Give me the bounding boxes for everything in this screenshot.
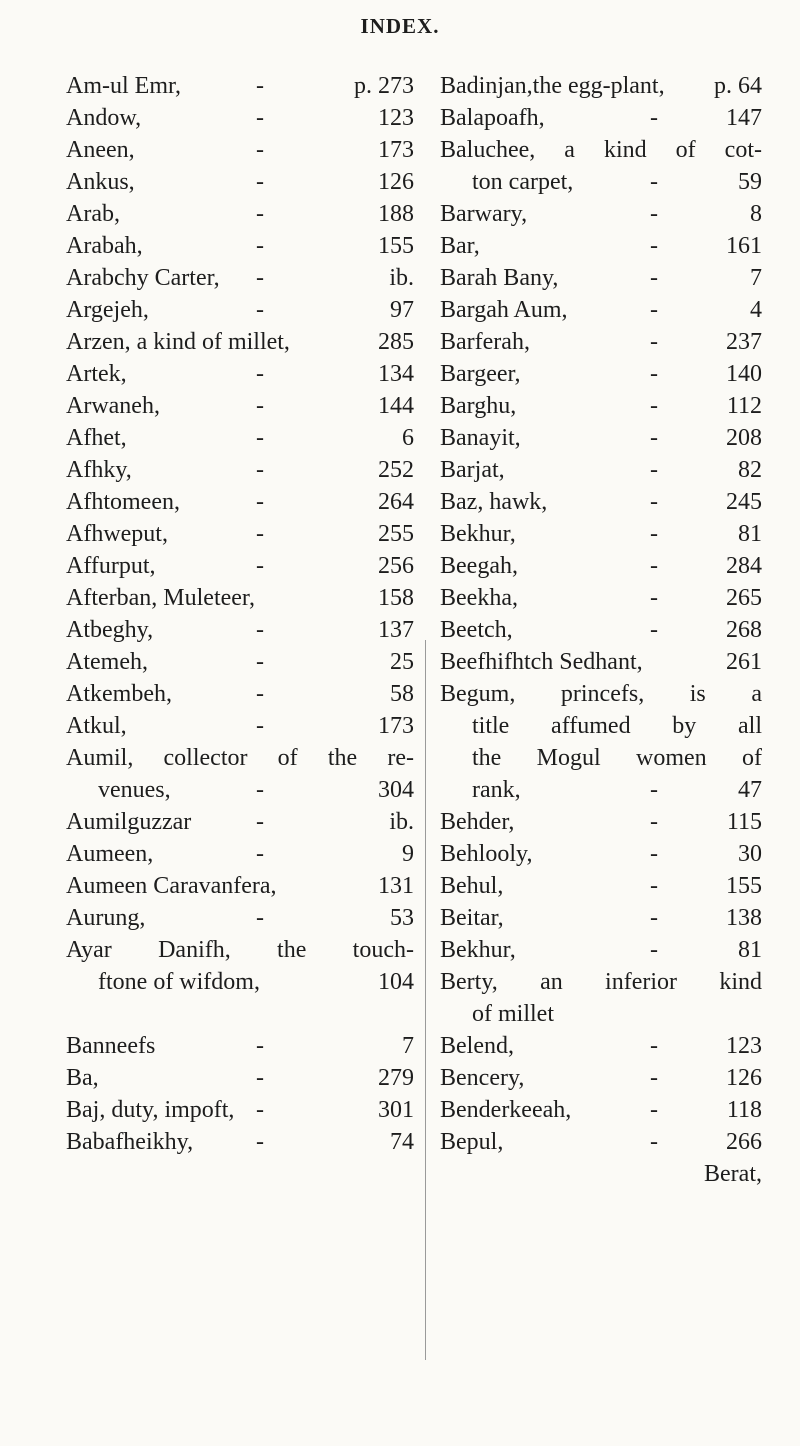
- entry-term: Arwaneh,: [66, 393, 160, 419]
- entry-term: Afhtomeen,: [66, 489, 180, 515]
- entry-term: Beitar,: [440, 905, 504, 931]
- index-entry: [440, 294, 762, 326]
- entry-page-number: 261: [726, 649, 762, 675]
- entry-page-number: 147: [726, 105, 762, 131]
- index-entry: [440, 582, 762, 614]
- page-header: INDEX.: [360, 14, 440, 38]
- entry-page-number: 245: [726, 489, 762, 515]
- entry-page-number: 138: [726, 905, 762, 931]
- entry-term: Aumil, collector of the re-: [66, 745, 414, 771]
- entry-term: Benderkeeah,: [440, 1097, 572, 1123]
- entry-term: Atkul,: [66, 713, 127, 739]
- entry-term: title affumed by all: [472, 713, 762, 739]
- index-entry: [440, 166, 762, 198]
- index-entry: [440, 1126, 762, 1158]
- catchword-row: [440, 1158, 762, 1190]
- index-entry: [66, 486, 414, 518]
- leader-dash: -: [256, 1129, 264, 1155]
- leader-dash: -: [256, 713, 264, 739]
- entry-page-number: 8: [750, 201, 762, 227]
- entry-page-number: ib.: [389, 265, 414, 291]
- index-entry: [440, 550, 762, 582]
- index-entry: [440, 230, 762, 262]
- index-entry: [440, 1094, 762, 1126]
- entry-page-number: 264: [378, 489, 414, 515]
- index-entry: [440, 422, 762, 454]
- index-entry: [66, 390, 414, 422]
- entry-term: ftone of wifdom,: [98, 969, 260, 995]
- index-entry: [66, 1030, 414, 1062]
- entry-term: Ankus,: [66, 169, 135, 195]
- index-entry: [66, 870, 414, 902]
- index-entry: [66, 294, 414, 326]
- leader-dash: -: [256, 169, 264, 195]
- index-entry: [66, 134, 414, 166]
- entry-term: Barwary,: [440, 201, 528, 227]
- leader-dash: -: [650, 105, 658, 131]
- entry-page-number: 265: [726, 585, 762, 611]
- entry-term: Afhet,: [66, 425, 127, 451]
- entry-page-number: 137: [378, 617, 414, 643]
- index-entry: [66, 230, 414, 262]
- entry-page-number: 188: [378, 201, 414, 227]
- entry-term: Beegah,: [440, 553, 518, 579]
- entry-term: Artek,: [66, 361, 127, 387]
- index-entry: [66, 742, 414, 774]
- entry-term: Badinjan,the egg-plant,: [440, 73, 665, 99]
- leader-dash: -: [256, 1065, 264, 1091]
- leader-dash: -: [256, 681, 264, 707]
- entry-page-number: 4: [750, 297, 762, 323]
- entry-term: ton carpet,: [472, 169, 574, 195]
- index-entry: [66, 1062, 414, 1094]
- index-entry: [66, 774, 414, 806]
- index-entry: [66, 678, 414, 710]
- leader-dash: -: [650, 1033, 658, 1059]
- index-entry: [66, 838, 414, 870]
- entry-term: Beekha,: [440, 585, 518, 611]
- entry-term: Am-ul Emr,: [66, 73, 182, 99]
- index-entry: [66, 262, 414, 294]
- entry-page-number: 173: [378, 713, 414, 739]
- leader-dash: -: [650, 489, 658, 515]
- entry-term: Banayit,: [440, 425, 521, 451]
- entry-page-number: 58: [390, 681, 414, 707]
- leader-dash: -: [650, 425, 658, 451]
- leader-dash: -: [256, 1097, 264, 1123]
- entry-page-number: 256: [378, 553, 414, 579]
- index-entry: [440, 710, 762, 742]
- leader-dash: -: [650, 585, 658, 611]
- index-entry: [440, 390, 762, 422]
- entry-term: Bargah Aum,: [440, 297, 568, 323]
- right-column: [440, 70, 762, 1190]
- entry-page-number: 131: [378, 873, 414, 899]
- index-entry: [66, 198, 414, 230]
- index-entry: [66, 582, 414, 614]
- leader-dash: -: [256, 905, 264, 931]
- entry-term: Bepul,: [440, 1129, 504, 1155]
- index-entry: [66, 102, 414, 134]
- entry-term: Bekhur,: [440, 937, 516, 963]
- index-entry: [440, 454, 762, 486]
- leader-dash: -: [650, 329, 658, 355]
- entry-term: Bar,: [440, 233, 480, 259]
- entry-term: Belend,: [440, 1033, 514, 1059]
- index-entry: [440, 1062, 762, 1094]
- leader-dash: -: [650, 1097, 658, 1123]
- entry-term: Begum, princefs, is a: [440, 681, 762, 707]
- entry-page-number: 30: [738, 841, 762, 867]
- index-entry: [440, 326, 762, 358]
- entry-term: Berty, an inferior kind: [440, 969, 762, 995]
- entry-page-number: ib.: [389, 809, 414, 835]
- index-entry: [66, 518, 414, 550]
- entry-term: Balapoafh,: [440, 105, 545, 131]
- entry-term: venues,: [98, 777, 171, 803]
- index-entry: [66, 966, 414, 998]
- index-entry: [440, 870, 762, 902]
- index-entry: [440, 358, 762, 390]
- index-entry: [440, 486, 762, 518]
- entry-term: Arzen, a kind of millet,: [66, 329, 290, 355]
- entry-term: Banneefs: [66, 1033, 156, 1059]
- entry-term: Atkembeh,: [66, 681, 172, 707]
- index-entry: [440, 1030, 762, 1062]
- leader-dash: -: [256, 361, 264, 387]
- entry-term: Arab,: [66, 201, 120, 227]
- leader-dash: -: [650, 169, 658, 195]
- entry-page-number: 252: [378, 457, 414, 483]
- entry-term: Beetch,: [440, 617, 513, 643]
- entry-page-number: 6: [402, 425, 414, 451]
- entry-term: Aneen,: [66, 137, 135, 163]
- entry-term: Arabah,: [66, 233, 143, 259]
- index-entry: [440, 806, 762, 838]
- index-entry: [66, 646, 414, 678]
- index-entry: [440, 198, 762, 230]
- entry-page-number: p. 273: [354, 73, 414, 99]
- index-entry: [66, 1126, 414, 1158]
- leader-dash: -: [650, 233, 658, 259]
- column-rule: [425, 640, 426, 1360]
- leader-dash: -: [256, 105, 264, 131]
- index-entry: [440, 774, 762, 806]
- leader-dash: -: [650, 553, 658, 579]
- index-entry: [440, 102, 762, 134]
- entry-term: Atbeghy,: [66, 617, 154, 643]
- entry-term: Afterban, Muleteer,: [66, 585, 255, 611]
- entry-page-number: 304: [378, 777, 414, 803]
- leader-dash: -: [650, 393, 658, 419]
- index-entry: [66, 70, 414, 102]
- entry-page-number: 126: [726, 1065, 762, 1091]
- index-entry: [66, 326, 414, 358]
- entry-term: Behul,: [440, 873, 504, 899]
- entry-term: Aumilguzzar: [66, 809, 192, 835]
- entry-page-number: 144: [378, 393, 414, 419]
- leader-dash: -: [256, 201, 264, 227]
- entry-term: Ayar Danifh, the touch-: [66, 937, 414, 963]
- leader-dash: -: [650, 873, 658, 899]
- entry-term: Affurput,: [66, 553, 156, 579]
- index-entry: [66, 358, 414, 390]
- leader-dash: -: [256, 777, 264, 803]
- entry-term: Behder,: [440, 809, 515, 835]
- entry-term: Baz, hawk,: [440, 489, 548, 515]
- entry-term: Andow,: [66, 105, 142, 131]
- index-entry: [440, 70, 762, 102]
- entry-page-number: 237: [726, 329, 762, 355]
- entry-term: Barjat,: [440, 457, 505, 483]
- entry-term: Argejeh,: [66, 297, 149, 323]
- left-column: [66, 70, 414, 1158]
- index-entry: [440, 966, 762, 998]
- leader-dash: -: [256, 73, 264, 99]
- index-entry: [66, 902, 414, 934]
- index-entry: [440, 902, 762, 934]
- index-entry: [440, 646, 762, 678]
- entry-term: Atemeh,: [66, 649, 148, 675]
- index-entry: [66, 806, 414, 838]
- leader-dash: -: [650, 297, 658, 323]
- leader-dash: -: [256, 521, 264, 547]
- leader-dash: -: [650, 777, 658, 803]
- catchword: Berat,: [704, 1161, 762, 1187]
- entry-term: rank,: [472, 777, 521, 803]
- entry-page-number: 301: [378, 1097, 414, 1123]
- entry-page-number: 7: [750, 265, 762, 291]
- entry-page-number: 123: [726, 1033, 762, 1059]
- entry-page-number: 173: [378, 137, 414, 163]
- entry-page-number: 74: [390, 1129, 414, 1155]
- entry-page-number: 126: [378, 169, 414, 195]
- entry-page-number: 112: [726, 393, 762, 419]
- entry-term: Aumeen,: [66, 841, 154, 867]
- leader-dash: -: [256, 1033, 264, 1059]
- entry-term: Aurung,: [66, 905, 146, 931]
- index-entry: [66, 1094, 414, 1126]
- index-entry: [66, 710, 414, 742]
- index-entry: [440, 518, 762, 550]
- index-entry: [66, 422, 414, 454]
- entry-page-number: 25: [390, 649, 414, 675]
- entry-term: Bargeer,: [440, 361, 521, 387]
- entry-page-number: 82: [738, 457, 762, 483]
- index-entry: [66, 550, 414, 582]
- leader-dash: -: [650, 1129, 658, 1155]
- entry-page-number: 53: [390, 905, 414, 931]
- index-entry: [440, 678, 762, 710]
- index-entry: [66, 454, 414, 486]
- leader-dash: -: [650, 265, 658, 291]
- leader-dash: -: [256, 841, 264, 867]
- entry-page-number: 284: [726, 553, 762, 579]
- entry-term: Aumeen Caravanfera,: [66, 873, 277, 899]
- entry-page-number: 7: [402, 1033, 414, 1059]
- leader-dash: -: [650, 521, 658, 547]
- entry-term: Afhweput,: [66, 521, 168, 547]
- entry-page-number: 118: [726, 1097, 762, 1123]
- entry-page-number: 255: [378, 521, 414, 547]
- entry-page-number: 81: [738, 521, 762, 547]
- entry-page-number: 140: [726, 361, 762, 387]
- entry-page-number: 155: [378, 233, 414, 259]
- entry-term: Afhky,: [66, 457, 132, 483]
- index-entry: [66, 166, 414, 198]
- entry-page-number: 47: [738, 777, 762, 803]
- entry-term: of millet: [472, 1001, 554, 1027]
- entry-page-number: 104: [378, 969, 414, 995]
- leader-dash: -: [650, 905, 658, 931]
- leader-dash: -: [256, 297, 264, 323]
- leader-dash: -: [650, 1065, 658, 1091]
- entry-term: Arabchy Carter,: [66, 265, 220, 291]
- entry-term: Behlooly,: [440, 841, 533, 867]
- entry-page-number: 266: [726, 1129, 762, 1155]
- entry-page-number: 268: [726, 617, 762, 643]
- index-entry: [66, 998, 414, 1030]
- entry-page-number: p. 64: [714, 73, 762, 99]
- index-entry: [440, 838, 762, 870]
- index-entry: [440, 742, 762, 774]
- entry-term: Baluchee, a kind of cot-: [440, 137, 762, 163]
- entry-page-number: 279: [378, 1065, 414, 1091]
- leader-dash: -: [256, 233, 264, 259]
- entry-term: Barghu,: [440, 393, 517, 419]
- leader-dash: -: [650, 361, 658, 387]
- leader-dash: -: [650, 809, 658, 835]
- entry-term: Baj, duty, impoft,: [66, 1097, 235, 1123]
- entry-page-number: 97: [390, 297, 414, 323]
- entry-page-number: 158: [378, 585, 414, 611]
- leader-dash: -: [256, 393, 264, 419]
- entry-term: Beefhifhtch Sedhant,: [440, 649, 643, 675]
- entry-term: Bencery,: [440, 1065, 525, 1091]
- leader-dash: -: [256, 265, 264, 291]
- leader-dash: -: [256, 553, 264, 579]
- leader-dash: -: [256, 425, 264, 451]
- leader-dash: -: [650, 841, 658, 867]
- index-entry: [440, 998, 762, 1030]
- index-entry: [440, 134, 762, 166]
- entry-page-number: 134: [378, 361, 414, 387]
- leader-dash: -: [256, 457, 264, 483]
- index-entry: [440, 262, 762, 294]
- entry-page-number: 161: [726, 233, 762, 259]
- entry-term: Ba,: [66, 1065, 99, 1091]
- leader-dash: -: [650, 937, 658, 963]
- index-entry: [440, 934, 762, 966]
- entry-term: Bekhur,: [440, 521, 516, 547]
- leader-dash: -: [650, 617, 658, 643]
- entry-term: Babafheikhy,: [66, 1129, 194, 1155]
- leader-dash: -: [650, 457, 658, 483]
- entry-page-number: 115: [726, 809, 762, 835]
- entry-page-number: 59: [738, 169, 762, 195]
- index-entry: [66, 934, 414, 966]
- index-entry: [66, 614, 414, 646]
- leader-dash: -: [256, 809, 264, 835]
- entry-page-number: 155: [726, 873, 762, 899]
- leader-dash: -: [256, 489, 264, 515]
- index-entry: [440, 614, 762, 646]
- entry-page-number: 208: [726, 425, 762, 451]
- entry-term: Barah Bany,: [440, 265, 559, 291]
- entry-page-number: 285: [378, 329, 414, 355]
- entry-page-number: 123: [378, 105, 414, 131]
- leader-dash: -: [256, 649, 264, 675]
- entry-page-number: 9: [402, 841, 414, 867]
- leader-dash: -: [256, 617, 264, 643]
- leader-dash: -: [650, 201, 658, 227]
- entry-term: Barferah,: [440, 329, 530, 355]
- entry-page-number: 81: [738, 937, 762, 963]
- leader-dash: -: [256, 137, 264, 163]
- entry-term: the Mogul women of: [472, 745, 762, 771]
